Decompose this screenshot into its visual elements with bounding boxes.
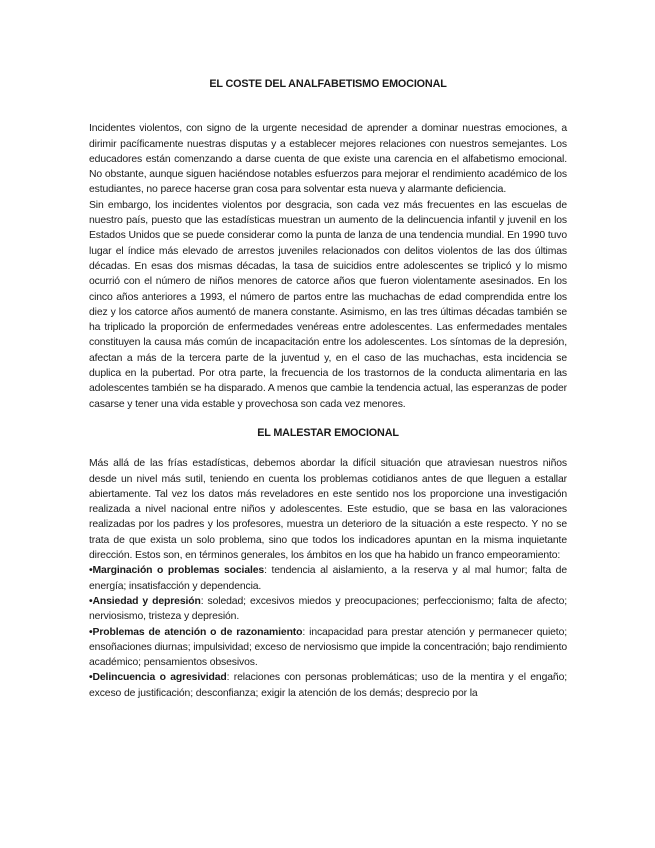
document-page: [89, 77, 567, 701]
section-title: EL MALESTAR EMOCIONAL: [257, 426, 399, 439]
document-title: EL COSTE DEL ANALFABETISMO EMOCIONAL: [209, 78, 447, 90]
bullet-term: •Problemas de atención o de razonamiento: [89, 626, 303, 638]
bullet-text: : tendencia al aislamiento, a la reserva y al mal humor; falta de energía; insatisfacción y dependencia.: [89, 565, 567, 592]
bullet-item-ansiedad: [89, 594, 567, 625]
intro-paragraph-1: Incidentes violentos, con signo de la urgente necesidad de aprender a dominar nuestras emociones, a dirimir pacíficamente nuestras disputas y a establecer mejores relaciones con nuestros semejantes. Los educadores están comenzando a darse cuenta de que existe una carencia en el alfabetismo emocional. No obstante, aunque siguen haciéndose notables esfuerzos para mejorar el rendimiento académico de los estudiantes, no parece hacerse gran cosa para solventar esta nueva y alarmante deficiencia.: [89, 123, 567, 196]
bullet-item-marginacion: [89, 563, 567, 594]
bullet-term: •Marginación o problemas sociales: [89, 565, 265, 577]
intro-paragraph-2: Sin embargo, los incidentes violentos por desgracia, son cada vez más frecuentes en las escuelas de nuestro país, puesto que las estadísticas muestran un aumento de la delincuencia infantil y juvenil en los Estados Unidos que se puede considerar como la punta de lanza de una tendencia mundial. En 1990 tuvo lugar el índice más elevado de arrestos juveniles relacionados con delitos violentos de las dos últimas décadas. En esas dos mismas décadas, la tasa de suicidios entre adolescentes se triplicó y lo mismo ocurrió con el número de niños menores de catorce años que fueron violentamente asesinados. En los cinco años anteriores a 1993, el número de partos entre las muchachas de edad comprendida entre los diez y los catorce años aumentó de manera constante. Asimismo, en las tres últimas décadas también se ha triplicado la proporción de enfermedades venéreas entre adolescentes. Las enfermedades mentales constituyen la causa más común de incapacitación entre los adolescentes. Los síntomas de la depresión, afectan a más de la tercera parte de la juventud y, en el caso de las muchachas, esta incidencia se duplica en la pubertad. Por otra parte, la frecuencia de los trastornos de la conducta alimentaria en las adolescentes también se ha disparado. A menos que cambie la tendencia actual, las esperanzas de poder casarse y tener una vida estable y provechosa son cada vez menores.: [89, 199, 567, 410]
bullet-item-atencion: [89, 625, 567, 671]
bullet-text: : soledad; excesivos miedos y preocupaciones; perfeccionismo; falta de afecto; nerviosismo, tristeza y depresión.: [89, 595, 568, 623]
bullet-text: : relaciones con personas problemáticas; uso de la mentira y el engaño; exceso de justificación; desconfianza; exigir la atención de los demás; desprecio por la: [89, 672, 567, 699]
bullet-text: : incapacidad para prestar atención y permanecer quieto; ensoñaciones diurnas; impulsividad; exceso de nerviosismo que impide la concentración; bajo rendimiento académico; pensamientos obsesivos.: [89, 626, 568, 669]
bullet-term: •Ansiedad y depresión: [89, 595, 201, 607]
section-paragraph: Más allá de las frías estadísticas, debemos abordar la difícil situación que atraviesan nuestros niños desde un nivel más sutil, teniendo en cuenta los problemas cotidianos antes de que lleguen a estallar abiertamente. Tal vez los datos más reveladores en este sentido nos los proporcione una investigación realizada a nivel nacional entre niños y adolescentes. Este estudio, que se basa en las valoraciones realizadas por los padres y los profesores, muestra un deterioro de la situación a este respecto. Y no se trata de que exista un solo problema, sino que todos los indicadores apuntan en la misma inquietante dirección. Estos son, en términos generales, los ámbitos en los que ha habido un franco empeoramiento:: [89, 458, 567, 562]
bullet-term: •Delincuencia o agresividad: [89, 672, 227, 684]
bullet-item-delincuencia: [89, 670, 567, 701]
